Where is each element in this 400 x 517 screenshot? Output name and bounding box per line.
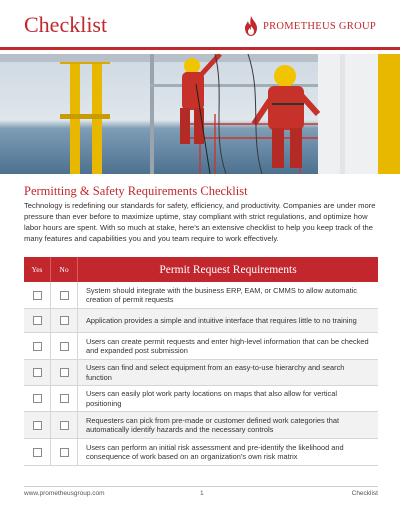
table-row bbox=[24, 360, 378, 386]
column-yes: Yes bbox=[24, 257, 51, 282]
requirement-text: Users can easily plot work party locations on maps that also allow for vertical positioning bbox=[86, 389, 337, 408]
yes-checkbox[interactable] bbox=[33, 368, 42, 377]
workers-on-offshore-platform-photo bbox=[0, 54, 400, 174]
header-divider bbox=[0, 47, 400, 50]
table-row bbox=[24, 386, 378, 412]
checklist-table bbox=[24, 257, 378, 466]
no-checkbox[interactable] bbox=[60, 368, 69, 377]
no-checkbox[interactable] bbox=[60, 448, 69, 457]
table-row bbox=[24, 309, 378, 333]
no-checkbox[interactable] bbox=[60, 342, 69, 351]
website-link[interactable]: www.prometheusgroup.com bbox=[24, 490, 105, 497]
flame-logo-icon bbox=[243, 16, 259, 36]
no-checkbox[interactable] bbox=[60, 421, 69, 430]
table-heading: Permit Request Requirements bbox=[159, 263, 297, 276]
yes-checkbox[interactable] bbox=[33, 316, 42, 325]
table-header bbox=[24, 257, 378, 282]
intro-paragraph: Technology is redefining our standards for safety, efficiency, and productivity. Companies are under more pressure than ever before to maximize uptime, stay compliant with strict regulations, and optimize how labor hours are spent. With so much at stake, here’s an extensive checklist to help you keep track of the many features and capabilities you and you team require to work effectively. bbox=[24, 201, 376, 243]
yes-checkbox[interactable] bbox=[33, 421, 42, 430]
yes-checkbox[interactable] bbox=[33, 448, 42, 457]
no-checkbox[interactable] bbox=[60, 394, 69, 403]
table-row bbox=[24, 333, 378, 360]
section-title: Permitting & Safety Requirements Checklist bbox=[24, 184, 248, 198]
requirement-text: Users can create permit requests and enter high-level information that can be checked and expanded post submission bbox=[86, 336, 369, 355]
brand-name: PROMETHEUS GROUP bbox=[262, 20, 376, 32]
table-row bbox=[24, 412, 378, 439]
requirement-text: System should integrate with the business ERP, EAM, or CMMS to allow automatic creation of permit requests bbox=[86, 285, 357, 304]
table-row bbox=[24, 439, 378, 466]
table-row bbox=[24, 282, 378, 309]
no-checkbox[interactable] bbox=[60, 291, 69, 300]
page-header bbox=[0, 0, 400, 52]
yes-checkbox[interactable] bbox=[33, 394, 42, 403]
document-title: Checklist bbox=[24, 12, 108, 37]
yes-checkbox[interactable] bbox=[33, 291, 42, 300]
requirement-text: Users can find and select equipment from an easy-to-use hierarchy and search function bbox=[86, 363, 345, 382]
no-checkbox[interactable] bbox=[60, 316, 69, 325]
requirement-text: Application provides a simple and intuitive interface that requires little to no training bbox=[86, 315, 357, 325]
requirement-text: Users can perform an initial risk assessment and pre-identify the likelihood and consequence of work based on an organization’s own risk matrix bbox=[86, 442, 344, 461]
brand-logo bbox=[243, 16, 376, 36]
requirement-text: Requesters can pick from pre-made or customer defined work categories that automatically identify hazards and the necessary controls bbox=[86, 415, 340, 434]
footer-label: Checklist bbox=[351, 490, 378, 497]
page-number: 1 bbox=[200, 490, 204, 497]
page-footer bbox=[24, 490, 378, 502]
footer-divider bbox=[24, 486, 378, 487]
hero-photo bbox=[0, 54, 400, 174]
column-no: No bbox=[51, 257, 78, 282]
yes-checkbox[interactable] bbox=[33, 342, 42, 351]
